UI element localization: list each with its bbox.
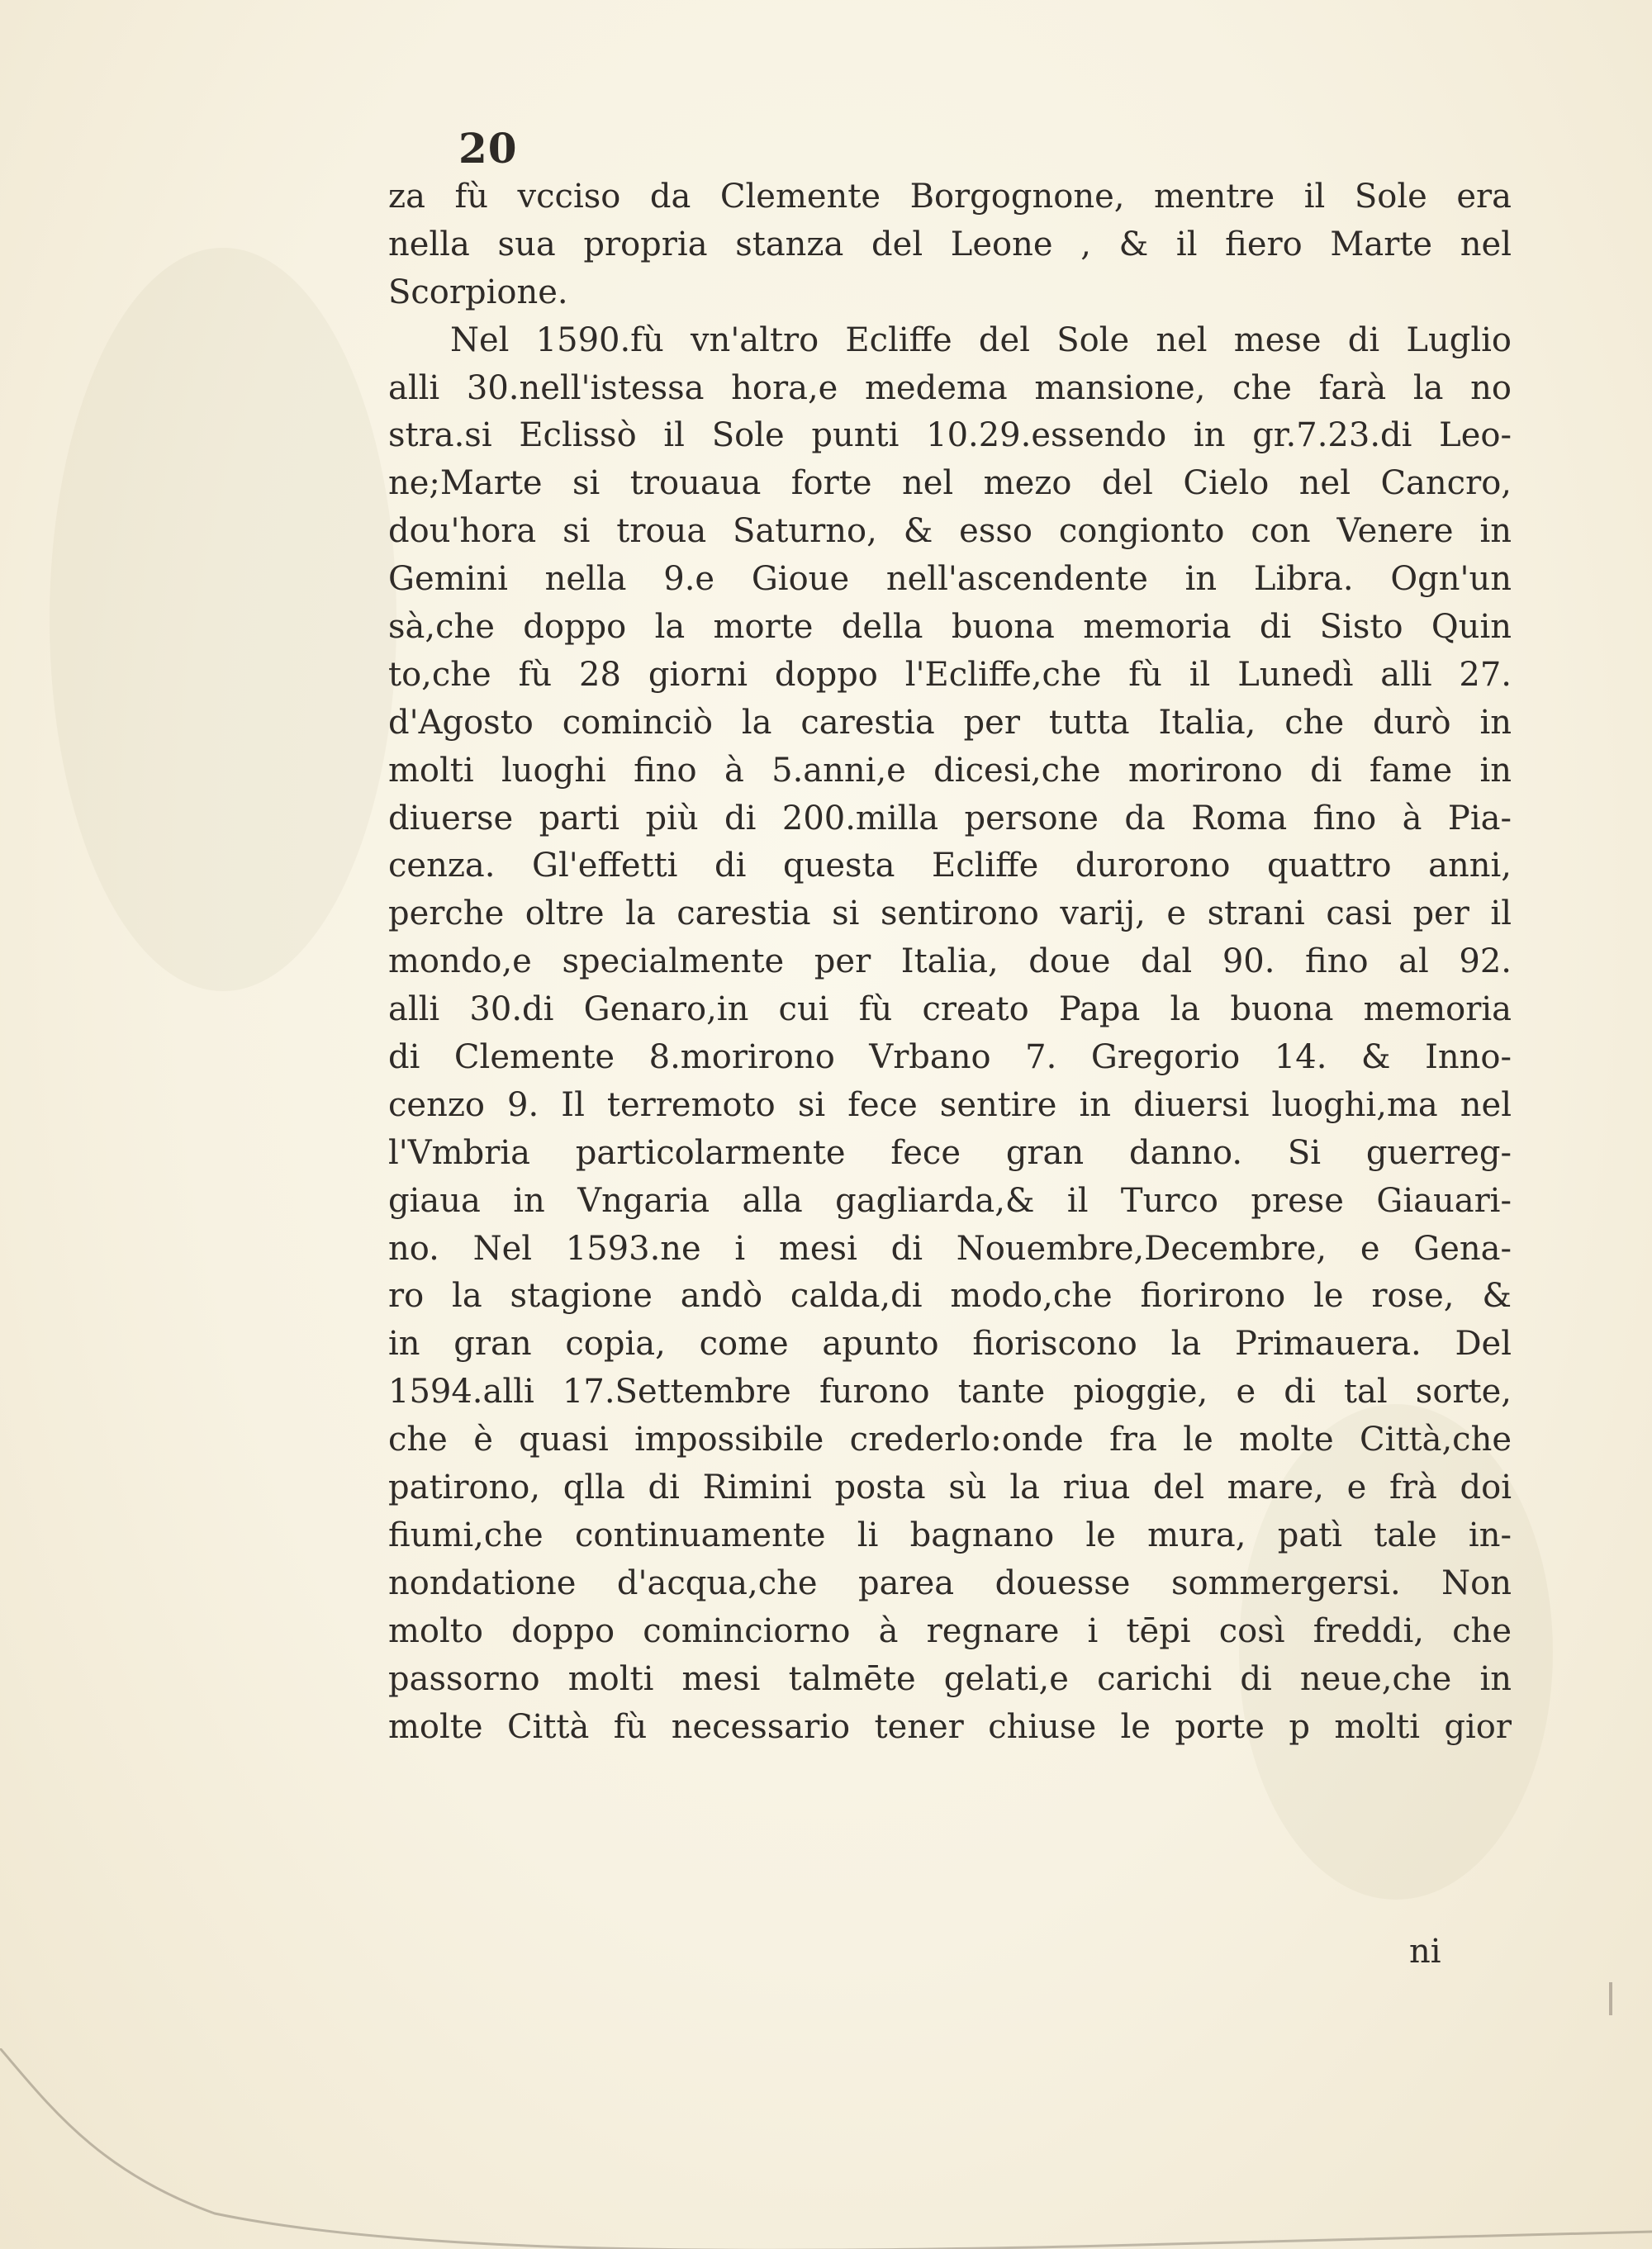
text-line: nondatione d'acqua,che parea douesse sommergersi. Non (388, 1563, 1512, 1602)
text-line: che è quasi impossibile crederlo:onde fra le molte Città,che (388, 1421, 1512, 1459)
text-line: Nel 1590.fù vn'altro Ecliffe del Sole nel mese di Luglio (450, 320, 1512, 359)
text-line: alli 30.di Genaro,in cui fù creato Papa la buona memoria (388, 990, 1512, 1029)
text-line: diuerse parti più di 200.milla persone da Roma fino à Pia- (388, 799, 1512, 837)
text-line: d'Agosto cominciò la carestia per tutta Italia, che durò in (388, 703, 1512, 742)
text-line: Gemini nella 9.e Gioue nell'ascendente in Libra. Ogn'un (388, 560, 1512, 599)
margin-mark (1609, 1982, 1612, 2015)
text-line: cenza. Gl'effetti di questa Ecliffe durorono quattro anni, (388, 847, 1512, 885)
text-line: fiumi,che continuamente li bagnano le mura, patì tale in- (388, 1516, 1512, 1554)
text-line: di Clemente 8.morirono Vrbano 7. Gregorio 14. & Inno- (388, 1038, 1512, 1077)
text-line: mondo,e specialmente per Italia, doue dal 90. fino al 92. (388, 942, 1512, 981)
catchword: ni (1409, 1933, 1441, 1971)
text-line: molti luoghi fino à 5.anni,e dicesi,che morirono di fame in (388, 751, 1512, 790)
text-line: sà,che doppo la morte della buona memoria di Sisto Quin (388, 608, 1512, 647)
text-line: molte Città fù necessario tener chiuse le porte p molti gior (388, 1707, 1512, 1746)
text-line: giaua in Vngaria alla gagliarda,& il Turco prese Giauari- (388, 1181, 1512, 1220)
text-line: patirono, qlla di Rimini posta sù la riua del mare, e frà doi (388, 1468, 1512, 1507)
text-line: to,che fù 28 giorni doppo l'Ecliffe,che fù il Lunedì alli 27. (388, 655, 1512, 694)
text-line: za fù vcciso da Clemente Borgognone, mentre il Sole era (388, 178, 1512, 216)
text-line: l'Vmbria particolarmente fece gran danno. Si guerreg- (388, 1133, 1512, 1172)
page-edge-line (0, 2048, 1652, 2249)
text-line: ro la stagione andò calda,di modo,che fiorirono le rose, & (388, 1277, 1512, 1316)
text-line: cenzo 9. Il terremoto si fece sentire in diuersi luoghi,ma nel (388, 1085, 1512, 1124)
text-line: nella sua propria stanza del Leone , & il fiero Marte nel (388, 225, 1512, 263)
body-text (388, 173, 1512, 1751)
text-line: dou'hora si troua Saturno, & esso congionto con Venere in (388, 512, 1512, 551)
page-number: 20 (458, 124, 518, 173)
text-line: passorno molti mesi talmēte gelati,e carichi di neue,che in (388, 1659, 1512, 1698)
text-line: alli 30.nell'istessa hora,e medema mansione, che farà la no (388, 368, 1512, 407)
text-line: Scorpione. (388, 273, 568, 311)
paper-stain (50, 248, 396, 991)
text-line: stra.si Eclissò il Sole punti 10.29.essendo in gr.7.23.di Leo- (388, 416, 1512, 455)
text-line: ne;Marte si trouaua forte nel mezo del Cielo nel Cancro, (388, 464, 1512, 503)
text-line: 1594.alli 17.Settembre furono tante pioggie, e di tal sorte, (388, 1373, 1512, 1412)
text-line: no. Nel 1593.ne i mesi di Nouembre,Decembre, e Gena- (388, 1229, 1512, 1268)
text-line: perche oltre la carestia si sentirono varij, e strani casi per il (388, 894, 1512, 933)
text-line: molto doppo cominciorno à regnare i tēpi così freddi, che (388, 1611, 1512, 1650)
text-line: in gran copia, come apunto fioriscono la Primauera. Del (388, 1325, 1512, 1364)
